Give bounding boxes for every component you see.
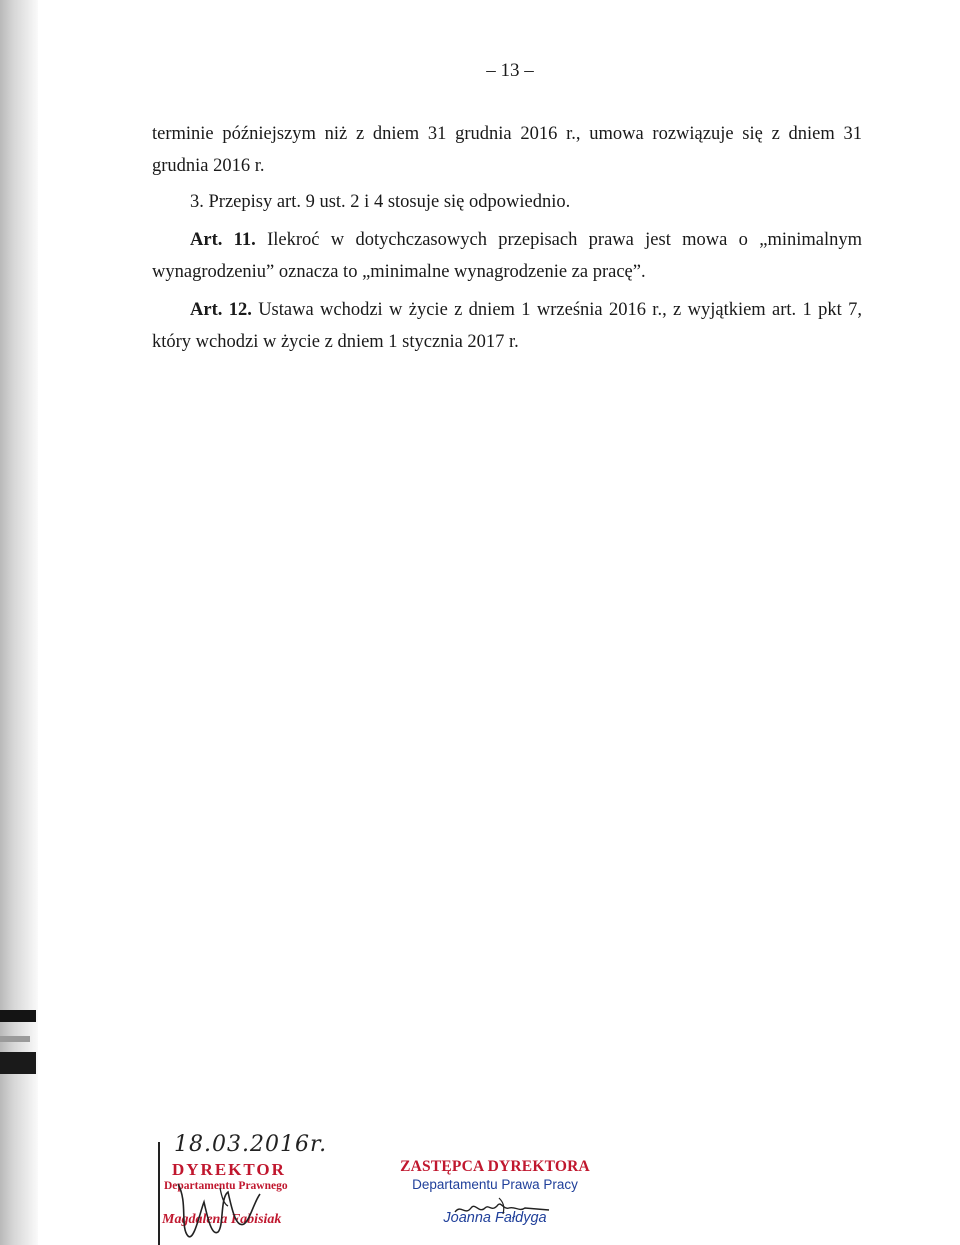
article-text: Ilekroć w dotychczasowych przepisach prawa jest mowa o „minimalnym wynagrodzeniu” oznacza to „minimalne wynagrodzenie za pracę”. — [152, 230, 863, 282]
scan-mark — [0, 1010, 36, 1022]
paragraph-continuation: terminie późniejszym niż z dniem 31 grudnia 2016 r., umowa rozwiązuje się z dniem 31 grudnia 2016 r. — [152, 124, 862, 176]
paragraph-point-3: 3. Przepisy art. 9 ust. 2 i 4 stosuje się odpowiednio. — [190, 192, 571, 212]
article-label: Art. 11. — [190, 230, 256, 250]
stamp-deputy-director — [395, 1158, 595, 1245]
article-text: Ustawa wchodzi w życie z dniem 1 września 2016 r., z wyjątkiem art. 1 pkt 7, który wchodzi w życie z dniem 1 stycznia 2017 r. — [152, 300, 862, 352]
stamp-department: Departamentu Prawnego — [164, 1180, 288, 1192]
signature-icon — [158, 1132, 328, 1245]
stamp-title: ZASTĘPCA DYREKTORA — [400, 1158, 590, 1175]
paragraph-art-12 — [152, 294, 862, 358]
paragraph-art-11 — [152, 224, 862, 288]
stamp-name: Magdalena Fabisiak — [162, 1212, 282, 1227]
stamp-director-legal — [158, 1132, 328, 1245]
document-body — [152, 118, 862, 358]
article-label: Art. 12. — [190, 300, 252, 320]
stamp-title: DYREKTOR — [172, 1160, 286, 1179]
signature-icon — [453, 1196, 553, 1220]
stamp-name: Joanna Fałdyga — [443, 1210, 547, 1226]
stamp-department: Departamentu Prawa Pracy — [412, 1177, 578, 1192]
handwritten-date: 18.03.2016r. — [174, 1132, 328, 1157]
scan-mark — [0, 1052, 36, 1074]
page-number: – 13 – — [486, 60, 534, 81]
scan-mark — [0, 1036, 30, 1042]
